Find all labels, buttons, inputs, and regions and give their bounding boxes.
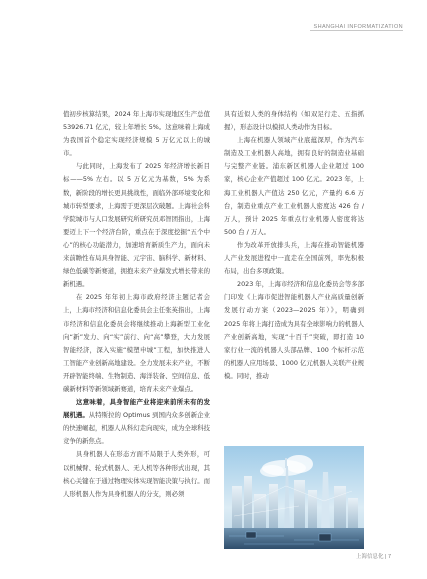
right-paragraph-4: 2023 年，上海市经济和信息化委员会等多部门印发《上海市促进智能机器人产业高质量创新发展行动方案（2023—2025 年）》，明确到 2025 年将上海打造成为具有全球影响力的机器人产业创新高地，实现“十百千”突破，即打造 10 家行业一流的机器人头部品牌、100 个标杆示范的机器人应用场景、1000 亿元机器人关联产业规模。同时，推动	[224, 280, 364, 380]
left-paragraph-4-rest: 从特斯拉的 Optimus 到国内众多创新企业的快速崛起，机器人从科幻走向现实，成为全球科技竞争的新焦点。	[63, 411, 210, 446]
left-paragraph-4	[63, 396, 210, 448]
left-paragraph-2: 与此同时，上海发布了 2025 年经济增长新目标——5% 左右。以 5 万亿元为基数，5% 为系数，新阶段的增长更具挑战性，面临外部环境变化和城市转型要求，上海需于更深层次破题。上海社会科学院城市与人口发展研究所研究员邓智团指出，上海要迈上下一个经济台阶，重点在于深度挖掘“五个中心”的核心功能潜力，加速培育新质生产力，面向未来前瞻性布局具身智能、元宇宙、脑科学、新材料、绿色低碳等新赛道，拥抱未来产业爆发式增长带来的新机遇。	[63, 162, 210, 289]
page-footer: 上海信息化 | 7	[355, 554, 391, 560]
left-paragraph-1: 值初步核算结果，2024 年上海市实现地区生产总值 53926.71 亿元，较上年增长 5%。这意味着上海成为我国首个稳定实现经济规模 5 万亿元以上的城市。	[63, 110, 210, 158]
header-text: SHANGHAI INFORMATIZATION	[313, 24, 403, 30]
left-paragraph-5: 具身机器人在形态方面不局限于人类外形，可以机械臂、轮式机器人、无人机等各种形式出现，其核心关键在于通过物理实体实现智能决策与执行。而人形机器人作为具身机器人的分支，则必须	[63, 450, 210, 498]
skyline-illustration	[224, 446, 364, 549]
left-paragraph-4-bold: 这意味着，具身智能产业将迎来前所未有的发展机遇。	[63, 398, 210, 420]
header-rule	[310, 30, 403, 31]
running-header	[314, 24, 403, 30]
right-paragraph-2: 上海在机器人领域产业底蕴深厚，作为汽车制造及工业机器人高地，拥有良好的制造业基础与完整产业链。浦东新区机器人企业超过 100 家，核心企业产值超过 100 亿元。2023 年，上海工业机器人产值达 250 亿元，产量约 6.6 万台，制造业重点产业工业机器人密度达 426 台 / 万人，预计 2025 年重点行业机器人密度将达 500 台 / 万人。	[224, 136, 364, 236]
city-skyline-image	[224, 446, 364, 549]
right-paragraph-3: 作为改革开放排头兵，上海在推动智能机器人产业发展进程中一直走在全国前列，率先积极布局，出台多项政策。	[224, 240, 364, 276]
right-paragraph-1: 具有近似人类的身体结构（如双足行走、五指抓握），形态设计以模拟人类动作为目标。	[224, 110, 364, 132]
left-column	[63, 108, 210, 501]
left-paragraph-3: 在 2025 年年初上海市政府经济主题记者会上，上海市经济和信息化委员会主任张英指出，上海市经济和信息化委员会将继续推动上海新型工业化向“新”发力、向“实”前行、向“高”攀登，大力发展智能经济，深入实施“模塑申城”工程，加快推进人工智能产业创新高地建设。全力发展未来产业，不断开辟智能终端、生物制造、海洋装备、空间信息、低碳新材料等新领域新赛道，培育未来产业爆点。	[63, 293, 210, 393]
right-column	[224, 108, 364, 383]
